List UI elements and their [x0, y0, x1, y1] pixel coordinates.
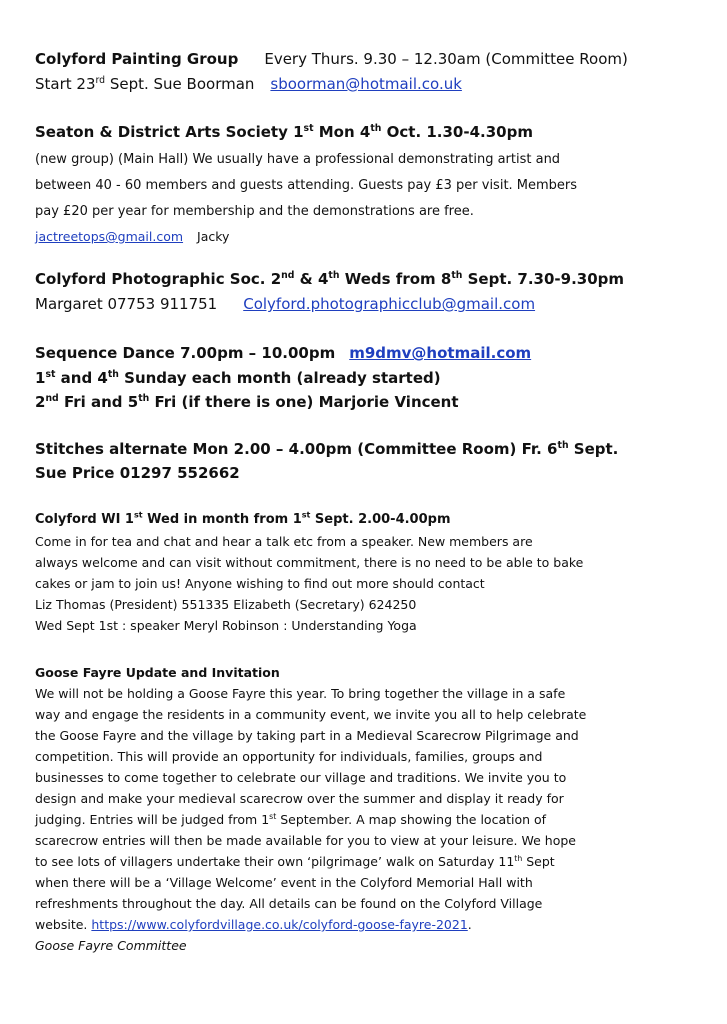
painting-heading	[35, 50, 628, 68]
arts-text-1: (new group) (Main Hall) We usually have a professional demonstrating artist and	[35, 152, 561, 167]
stitches-contact: Sue Price 01297 552662	[35, 464, 240, 482]
painting-email-link[interactable]: sboorman@hotmail.co.uk	[270, 75, 462, 93]
photo-email-link[interactable]: Colyford.photographicclub@gmail.com	[243, 295, 536, 313]
photo-heading: Colyford Photographic Soc. 2nd & 4th Weds from 8th Sept. 7.30-9.30pm	[35, 270, 625, 288]
painting-when: Every Thurs. 9.30 – 12.30am (Committee Room)	[264, 50, 628, 68]
photo-contact: Margaret 07753 911751 Colyford.photographicclub@gmail.com	[35, 295, 536, 313]
goose-text-1: We will not be holding a Goose Fayre this year. To bring together the village in a safe	[35, 686, 566, 701]
goose-text-9: to see lots of villagers undertake their own ‘pilgrimage’ walk on Saturday 11th Sept	[35, 853, 555, 869]
goose-text-7: judging. Entries will be judged from 1st September. A map showing the location of	[35, 811, 547, 827]
dance-email-link[interactable]: m9dmv@hotmail.com	[349, 344, 532, 362]
wi-text-5: Wed Sept 1st : speaker Meryl Robinson : Understanding Yoga	[35, 618, 417, 633]
arts-contact: jactreetops@gmail.com Jacky	[35, 229, 230, 244]
dance-line-3: 2nd Fri and 5th Fri (if there is one) Marjorie Vincent	[35, 393, 459, 411]
arts-heading: Seaton & District Arts Society 1st Mon 4th Oct. 1.30-4.30pm	[35, 123, 533, 141]
wi-text-3: cakes or jam to join us! Anyone wishing to find out more should contact	[35, 576, 485, 591]
goose-text-6: design and make your medieval scarecrow over the summer and display it ready for	[35, 791, 564, 806]
wi-text-2: always welcome and can visit without commitment, there is no need to be able to bake	[35, 555, 584, 570]
goose-text-10: when there will be a ‘Village Welcome’ event in the Colyford Memorial Hall with	[35, 875, 533, 890]
arts-text-2: between 40 - 60 members and guests attending. Guests pay £3 per visit. Members	[35, 178, 578, 193]
goose-website-link[interactable]: https://www.colyfordvillage.co.uk/colyford-goose-fayre-2021	[91, 917, 468, 932]
dance-heading: Sequence Dance 7.00pm – 10.00pm m9dmv@hotmail.com	[35, 344, 532, 362]
goose-text-3: the Goose Fayre and the village by taking part in a Medieval Scarecrow Pilgrimage and	[35, 728, 579, 743]
goose-text-5: businesses to come together to celebrate our village and traditions. We invite you to	[35, 770, 567, 785]
painting-start: Start 23rd Sept. Sue Boorman sboorman@hotmail.co.uk	[35, 75, 462, 93]
arts-email-link[interactable]: jactreetops@gmail.com	[35, 229, 184, 244]
goose-signature: Goose Fayre Committee	[35, 938, 187, 953]
goose-text-8: scarecrow entries will then be made available for you to view at your leisure. We hope	[35, 833, 576, 848]
goose-text-11: refreshments throughout the day. All details can be found on the Colyford Village	[35, 896, 543, 911]
wi-text-1: Come in for tea and chat and hear a talk etc from a speaker. New members are	[35, 534, 533, 549]
goose-text-12: website. https://www.colyfordvillage.co.uk/colyford-goose-fayre-2021.	[35, 917, 472, 932]
wi-heading: Colyford WI 1st Wed in month from 1st Sept. 2.00-4.00pm	[35, 510, 451, 527]
goose-text-2: way and engage the residents in a community event, we invite you all to help celebrate	[35, 707, 587, 722]
arts-text-3: pay £20 per year for membership and the demonstrations are free.	[35, 204, 474, 219]
stitches-heading: Stitches alternate Mon 2.00 – 4.00pm (Committee Room) Fr. 6th Sept.	[35, 440, 619, 458]
goose-text-4: competition. This will provide an opportunity for individuals, families, groups and	[35, 749, 543, 764]
painting-name: Colyford Painting Group	[35, 50, 239, 68]
wi-text-4: Liz Thomas (President) 551335 Elizabeth (Secretary) 624250	[35, 597, 417, 612]
goose-heading: Goose Fayre Update and Invitation	[35, 665, 280, 680]
dance-line-2: 1st and 4th Sunday each month (already started)	[35, 369, 441, 387]
